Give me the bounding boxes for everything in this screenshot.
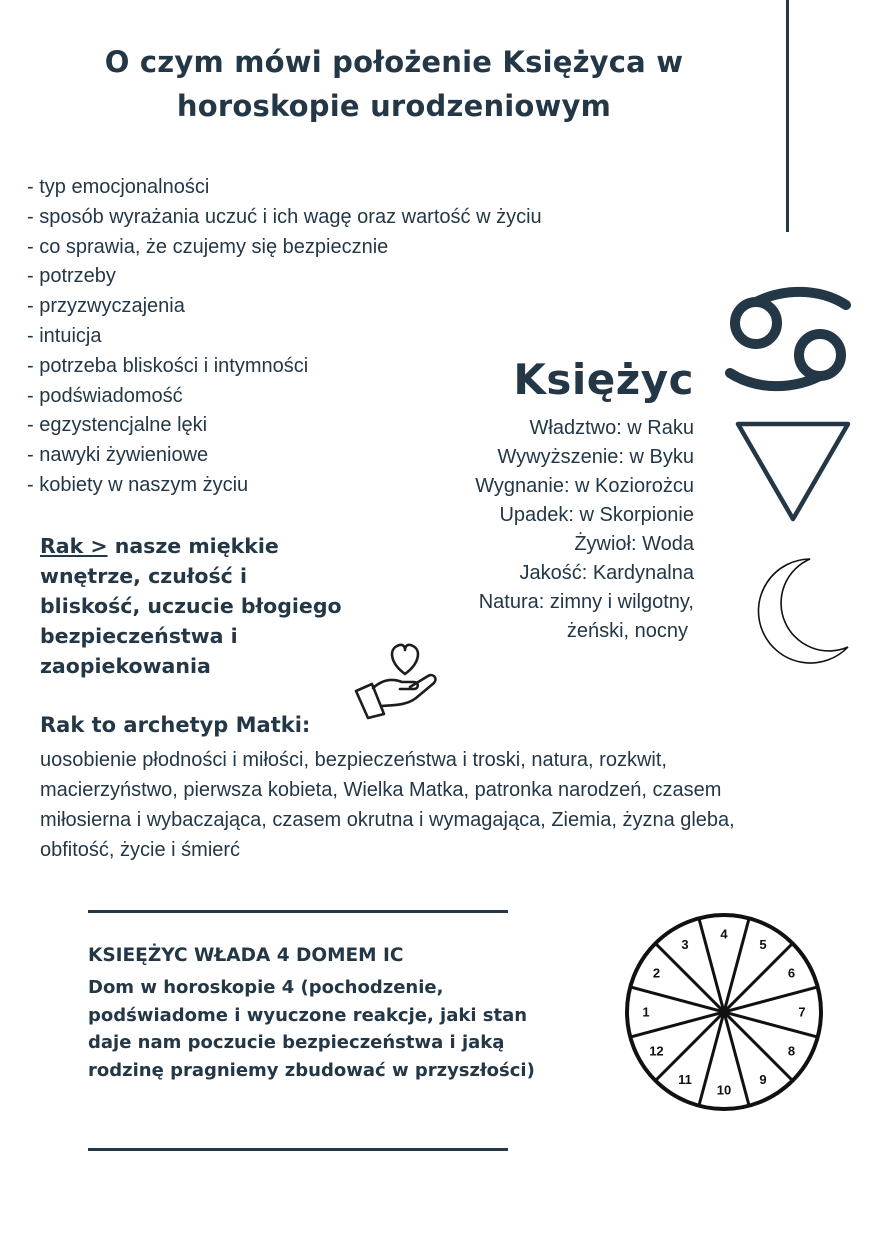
house-number-4: 4 [720,926,728,942]
list-item: - potrzeby [27,265,116,288]
house-number-11: 11 [678,1072,692,1088]
list-item: - przyzwyczajenia [27,295,185,318]
house-number-1: 1 [642,1004,650,1020]
house-number-2: 2 [652,965,661,981]
list-item: - co sprawia, że czujemy się bezpiecznie [27,235,389,258]
house-body: Dom w horoskopie 4 (pochodzenie, podświadome i wyuczone reakcje, jaki stan daje nam poczucie bezpieczeństwa i jaką rodzinę pragniemy zbudować w przyszłości) [88,977,535,1081]
cancer-glyph-icon [720,283,856,395]
page-title: O czym mówi położenie Księżyca w horoskopie urodzeniowym [104,45,684,123]
house-number-7: 7 [798,1004,806,1020]
divider-bottom [88,1148,508,1151]
property-detriment: Wygnanie: w Koziorożcu [475,475,694,497]
house-number-12: 12 [649,1043,664,1059]
property-element: Żywioł: Woda [574,533,694,555]
house-number-5: 5 [759,936,767,952]
rak-text: nasze miękkie wnętrze, czułość i bliskość, uczucie błogiego bezpieczeństwa i zaopiekowania [40,534,342,678]
house-number-8: 8 [787,1043,796,1059]
divider-top [88,910,508,913]
property-fall: Upadek: w Skorpionie [499,504,694,526]
water-triangle-icon [734,420,852,524]
property-rulership: Władztwo: w Raku [529,417,694,439]
property-nature: Natura: zimny i wilgotny, [478,591,694,613]
list-item: - typ emocjonalności [27,176,210,198]
list-item: - podświadomość [27,384,183,407]
rak-paragraph [40,531,350,681]
property-exaltation: Wywyższenie: w Byku [497,446,694,468]
hand-heart-icon [352,636,442,720]
wheel-spokes [631,919,816,1104]
property-nature-cont: żeński, nocny [566,620,688,642]
house-number-3: 3 [681,936,689,952]
moon-properties [475,414,694,646]
crescent-moon-icon [746,555,854,667]
house-number-10: 10 [716,1082,732,1098]
house-wheel [624,912,824,1112]
traits-list [27,173,542,501]
list-item: - intuicja [27,324,102,347]
list-item: - potrzeba bliskości i intymności [27,354,309,377]
house-number-6: 6 [787,965,796,981]
house-number-9: 9 [759,1072,767,1088]
rak-prefix: Rak > [40,534,108,558]
house-heading: KSIEĘŻYC WŁADA 4 DOMEM IC [88,945,404,966]
list-item: - kobiety w naszym życiu [27,473,249,496]
list-item: - nawyki żywieniowe [27,444,209,467]
archetype-body: uosobienie płodności i miłości, bezpieczeństwa i troski, natura, rozkwit, macierzyństwo, pierwsza kobieta, Wielka Matka, patronka narodzeń, czasem miłosierna i wybaczająca, czasem okrutna i wymagająca, Ziemia, żyzna gleba, obfitość, życie i śmierć [40,749,735,861]
vertical-divider [786,0,789,232]
list-item: - sposób wyrażania uczuć i ich wagę oraz wartość w życiu [27,205,542,228]
list-item: - egzystencjalne lęki [27,414,208,437]
moon-heading: Księżyc [513,355,694,404]
property-quality: Jakość: Kardynalna [519,562,694,584]
archetype-heading: Rak to archetyp Matki: [40,713,311,737]
